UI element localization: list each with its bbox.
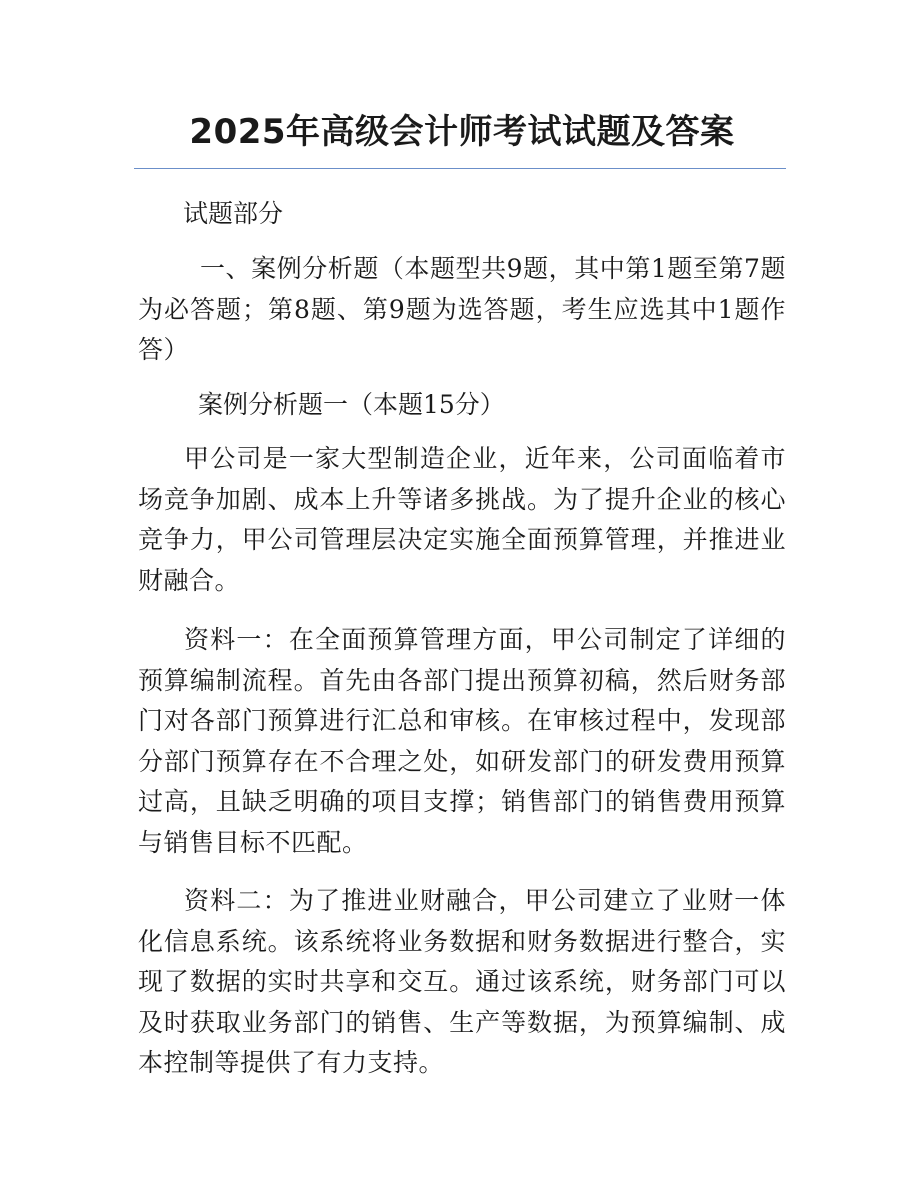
- title-underline: [134, 168, 786, 169]
- document-title: 2025年高级会计师考试试题及答案: [189, 112, 735, 152]
- case-heading: 案例分析题一（本题15分）: [198, 390, 505, 419]
- paragraph-material-two: 资料二：为了推进业财融合，甲公司建立了业财一体化信息系统。该系统将业务数据和财务数据进行整合，实现了数据的实时共享和交互。通过该系统，财务部门可以及时获取业务部门的销售、生产等数据，为预算编制、成本控制等提供了有力支持。: [138, 886, 786, 1077]
- question-type-instructions: 一、案例分析题（本题型共9题，其中第1题至第7题为必答题；第8题、第9题为选答题，考生应选其中1题作答）: [138, 254, 786, 364]
- paragraph-background: 甲公司是一家大型制造企业，近年来，公司面临着市场竞争加剧、成本上升等诸多挑战。为了提升企业的核心竞争力，甲公司管理层决定实施全面预算管理，并推进业财融合。: [138, 444, 786, 595]
- paragraph-material-one: 资料一：在全面预算管理方面，甲公司制定了详细的预算编制流程。首先由各部门提出预算初稿，然后财务部门对各部门预算进行汇总和审核。在审核过程中，发现部分部门预算存在不合理之处，如研发部门的研发费用预算过高，且缺乏明确的项目支撑；销售部门的销售费用预算与销售目标不匹配。: [138, 625, 786, 857]
- section-heading: 试题部分: [183, 199, 284, 228]
